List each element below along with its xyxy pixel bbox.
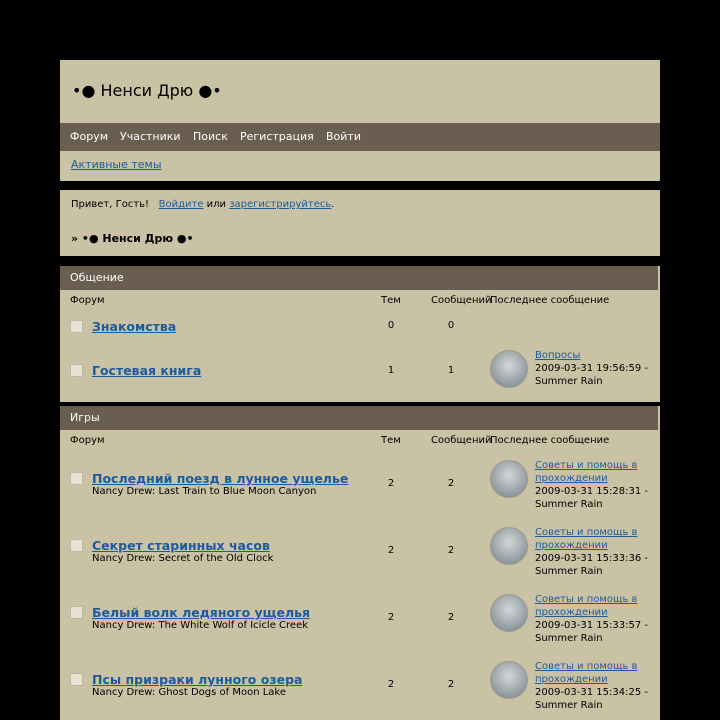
breadcrumb: » •● Ненси Дрю ●• [71,232,194,245]
forum-title-link[interactable]: Белый волк ледяного ущелья [92,605,311,620]
forum-title-link[interactable]: Последний поезд в лунное ущелье [92,471,349,486]
col-topics: Тем [381,295,401,306]
category-header: Игры [60,406,658,430]
last-post [535,459,657,511]
or-text: или [206,199,227,210]
forum-title-link[interactable]: Знакомства [92,319,177,334]
topics-count: 2 [387,545,395,556]
last-post-link[interactable]: Советы и помощь в прохождении [535,661,638,685]
forum-description: Nancy Drew: Last Train to Blue Moon Canyon [92,486,317,497]
col-forum: Форум [70,295,105,306]
nav-login[interactable]: Войти [326,130,361,143]
register-link[interactable]: зарегистрируйтесь [229,199,332,210]
site-header [60,60,660,181]
nav-register[interactable]: Регистрация [240,130,314,143]
forum-description: Nancy Drew: The White Wolf of Icicle Creek [92,620,309,631]
last-post-link[interactable]: Вопросы [535,350,581,361]
col-last-post: Последнее сообщение [490,295,610,306]
posts-count: 1 [447,365,455,376]
last-post-link[interactable]: Советы и помощь в прохождении [535,527,638,551]
posts-count: 2 [447,612,455,623]
avatar [490,661,528,699]
topics-count: 2 [387,612,395,623]
avatar [490,594,528,632]
posts-count: 2 [447,478,455,489]
posts-count: 2 [447,679,455,690]
avatar [490,350,528,388]
greeting-text: Привет, Гость! [71,199,150,210]
last-post-date: 2009-03-31 15:33:57 - Summer Rain [535,620,648,644]
last-post-date: 2009-03-31 15:33:36 - Summer Rain [535,553,648,577]
forum-status-icon [70,472,83,485]
forum-row [60,659,660,720]
topics-count: 2 [387,679,395,690]
forum-description: Nancy Drew: Secret of the Old Clock [92,553,274,564]
forum-title-link[interactable]: Гостевая книга [92,363,202,378]
nav-search[interactable]: Поиск [193,130,228,143]
category-header: Общение [60,266,658,290]
last-post-date: 2009-03-31 15:28:31 - Summer Rain [535,486,648,510]
forum-status-icon [70,606,83,619]
avatar [490,527,528,565]
forum-row [60,350,660,398]
col-last-post: Последнее сообщение [490,435,610,446]
avatar [490,460,528,498]
forum-row [60,592,660,659]
login-link[interactable]: Войдите [158,199,204,210]
main-nav [60,123,660,151]
forum-title-link[interactable]: Псы призраки лунного озера [92,672,303,687]
forum-row [60,314,660,350]
last-post [535,660,657,712]
category-igry [60,406,660,720]
period-text: . [331,199,335,210]
forum-status-icon [70,364,83,377]
forum-description: Nancy Drew: Ghost Dogs of Moon Lake [92,687,287,698]
topics-count: 1 [387,365,395,376]
last-post-link[interactable]: Советы и помощь в прохождении [535,594,638,618]
posts-count: 2 [447,545,455,556]
forum-status-icon [70,320,83,333]
last-post [535,593,657,645]
col-topics: Тем [381,435,401,446]
forum-title-link[interactable]: Секрет старинных часов [92,538,270,553]
last-post-date: 2009-03-31 19:56:59 - Summer Rain [535,363,648,387]
posts-count: 0 [447,320,455,331]
forum-row [60,458,660,525]
col-posts: Сообщений [431,435,492,446]
topics-count: 0 [387,320,395,331]
greeting-line [71,199,334,210]
col-forum: Форум [70,435,105,446]
forum-status-icon [70,539,83,552]
last-post [535,349,657,388]
last-post-date: 2009-03-31 15:34:25 - Summer Rain [535,687,648,711]
category-obshchenie [60,266,660,402]
nav-members[interactable]: Участники [120,130,181,143]
active-topics-link[interactable]: Активные темы [71,158,162,171]
forum-status-icon [70,673,83,686]
last-post-link[interactable]: Советы и помощь в прохождении [535,460,638,484]
site-title: •● Ненси Дрю ●• [72,81,222,100]
forum-row [60,525,660,592]
col-posts: Сообщений [431,295,492,306]
nav-forum[interactable]: Форум [70,130,108,143]
greeting-box [60,190,660,256]
last-post [535,526,657,578]
topics-count: 2 [387,478,395,489]
